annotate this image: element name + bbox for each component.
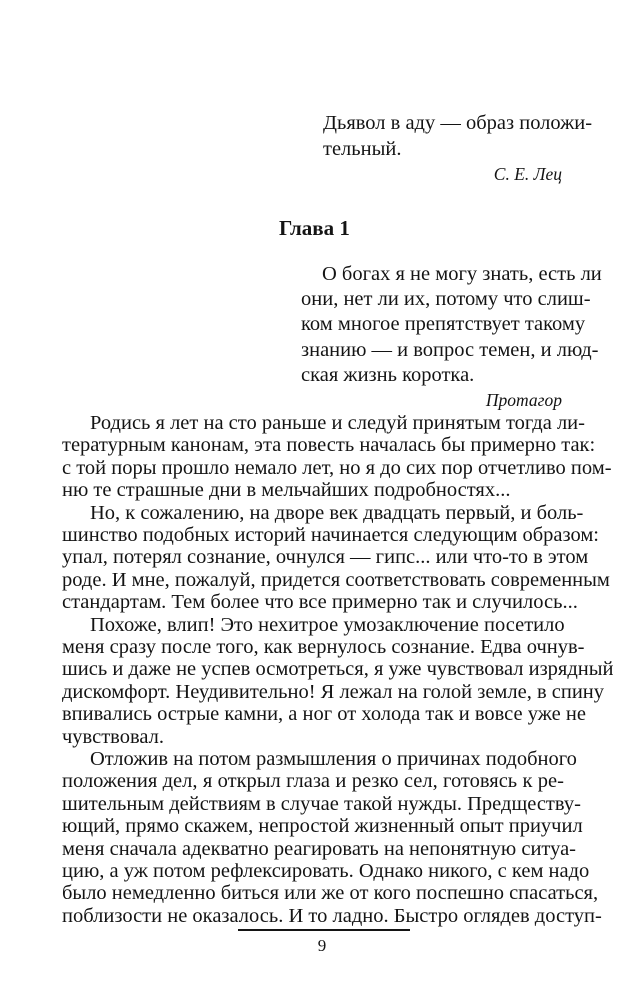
body-line: цию, а уж потом рефлексировать. Однако никого, с кем надо xyxy=(62,860,590,882)
page-number: 9 xyxy=(317,936,327,955)
footer-rule xyxy=(238,929,410,931)
body-line: Родись я лет на сто раньше и следуй принятым тогда ли- xyxy=(90,412,585,434)
body-line: дискомфорт. Неудивительно! Я лежал на голой земле, в спину xyxy=(62,680,605,703)
chapter-title: Глава 1 xyxy=(279,216,350,240)
body-line: меня сразу после того, как вернулось сознание. Едва очнув- xyxy=(62,636,585,658)
body-line: упал, потерял сознание, очнулся — гипс... или что-то в этом xyxy=(62,546,589,569)
body-line: поблизости не оказалось. И то ладно. Быстро оглядев доступ- xyxy=(62,904,602,927)
body-line: с той поры прошло немало лет, но я до сих пор отчетливо пом- xyxy=(62,456,612,479)
chapter-epigraph-author: Протагор xyxy=(485,390,562,410)
epigraph-line: тельный. xyxy=(323,138,402,160)
chapter-epigraph-line: ком многое препятствует такому xyxy=(301,313,586,335)
body-line: впивались острые камни, а ног от холода так и вовсе уже не xyxy=(62,703,586,726)
body-line: Похоже, влип! Это нехитрое умозаключение посетило xyxy=(90,613,565,636)
body-line: шительным действиям в случае такой нужды. Предществу- xyxy=(62,792,581,815)
chapter-epigraph-line: О богах я не могу знать, есть ли xyxy=(322,263,602,285)
body-line: Но, к сожалению, на дворе век двадцать первый, и боль- xyxy=(90,501,584,524)
epigraph-author: С. Е. Лец xyxy=(493,164,562,184)
body-line: тературным канонам, эта повесть началась бы примерно так: xyxy=(62,434,596,457)
body-line: ню те страшные дни в мельчайших подробностях... xyxy=(62,479,511,502)
body-line: шинство подобных историй начинается следующим образом: xyxy=(62,524,599,546)
body-line: стандартам. Тем более что все примерно так и случилось... xyxy=(62,591,578,614)
body-line: шись и даже не успев осмотреться, я уже чувствовал изрядный xyxy=(62,658,614,681)
chapter-epigraph-line: знанию — и вопрос темен, и люд- xyxy=(301,339,599,361)
body-line: чувствовал. xyxy=(62,725,165,748)
body-line: роде. И мне, пожалуй, придется соответствовать современным xyxy=(62,568,610,591)
chapter-epigraph-line: ская жизнь коротка. xyxy=(301,364,475,386)
body-line: положения дел, я открыл глаза и резко сел, готовясь к ре- xyxy=(62,770,564,793)
body-line: ющий, прямо скажем, непростой жизненный опыт приучил xyxy=(62,815,583,838)
body-line: было немедленно биться или же от кого поспешно спасаться, xyxy=(62,882,599,905)
body-line: меня сначала адекватно реагировать на непонятную ситуа- xyxy=(62,837,577,860)
chapter-epigraph-line: они, нет ли их, потому что слиш- xyxy=(301,288,591,310)
body-line: Отложив на потом размышления о причинах подобного xyxy=(90,748,577,770)
epigraph-line: Дьявол в аду — образ положи- xyxy=(323,112,593,134)
